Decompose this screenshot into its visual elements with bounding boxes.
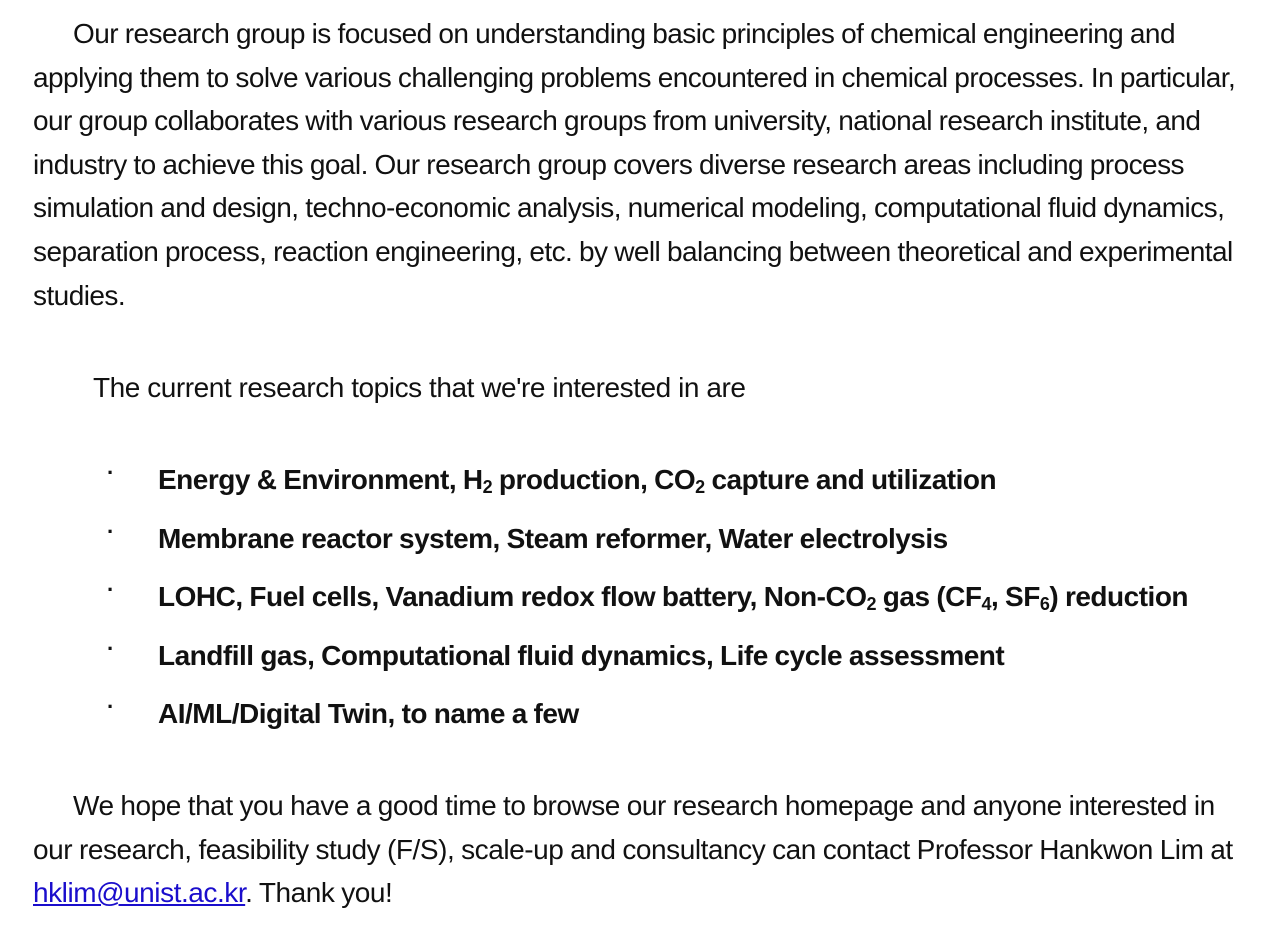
- topic-item-landfill-gas: [33, 635, 1248, 694]
- topics-intro-text: The current research topics that we're interested in are: [93, 372, 746, 403]
- topic-text: Landfill gas, Computational fluid dynamics, Life cycle assessment: [158, 639, 1005, 671]
- closing-thanks-text: . Thank you!: [245, 877, 393, 909]
- topic-text: Energy & Environment, $H_2$ production, $CO_2$ capture and utilization: [158, 464, 997, 497]
- topic-text: AI/ML/Digital Twin, to name a few: [158, 698, 579, 729]
- topic-item-ai-ml: [33, 693, 1248, 752]
- topic-text: LOHC, Fuel cells, Vanadium redox flow battery, Non-$CO_2$ gas ($CF_4$, $SF_6$) reduction: [158, 581, 1189, 614]
- intro-paragraph: Our research group is focused on understanding basic principles of chemical engineering and applying them to solve various challenging problems encountered in chemical processes. In particular, our group collaborates with various research groups from university, national research institute, and industry to achieve this goal. Our research group covers diverse research areas including process simulation and design, techno-economic analysis, numerical modeling, computational fluid dynamics, separation process, reaction engineering, etc. by well balancing between theoretical and experimental studies.: [33, 18, 1236, 311]
- topic-item-lohc-fuel-cells: [33, 576, 1248, 635]
- closing-text: We hope that you have a good time to browse our research homepage and anyone interested in our research, feasibility study (F/S), scale-up and consultancy can contact Professor Hankwon Lim at: [33, 790, 1233, 865]
- intro-section: [33, 12, 1248, 317]
- research-topics-list: [33, 459, 1248, 752]
- bullet-icon: ·: [107, 635, 114, 661]
- topic-item-energy-environment: [33, 459, 1248, 518]
- bullet-icon: ·: [107, 460, 114, 485]
- bullet-icon: ·: [107, 518, 114, 544]
- email-link[interactable]: hklim@unist.ac.kr: [33, 877, 246, 909]
- bullet-icon: ·: [107, 694, 114, 719]
- topic-text: Membrane reactor system, Steam reformer, Water electrolysis: [158, 522, 948, 554]
- bullet-icon: ·: [107, 577, 114, 602]
- closing-paragraph: [33, 784, 1248, 915]
- topic-item-membrane-reactor: [33, 518, 1248, 577]
